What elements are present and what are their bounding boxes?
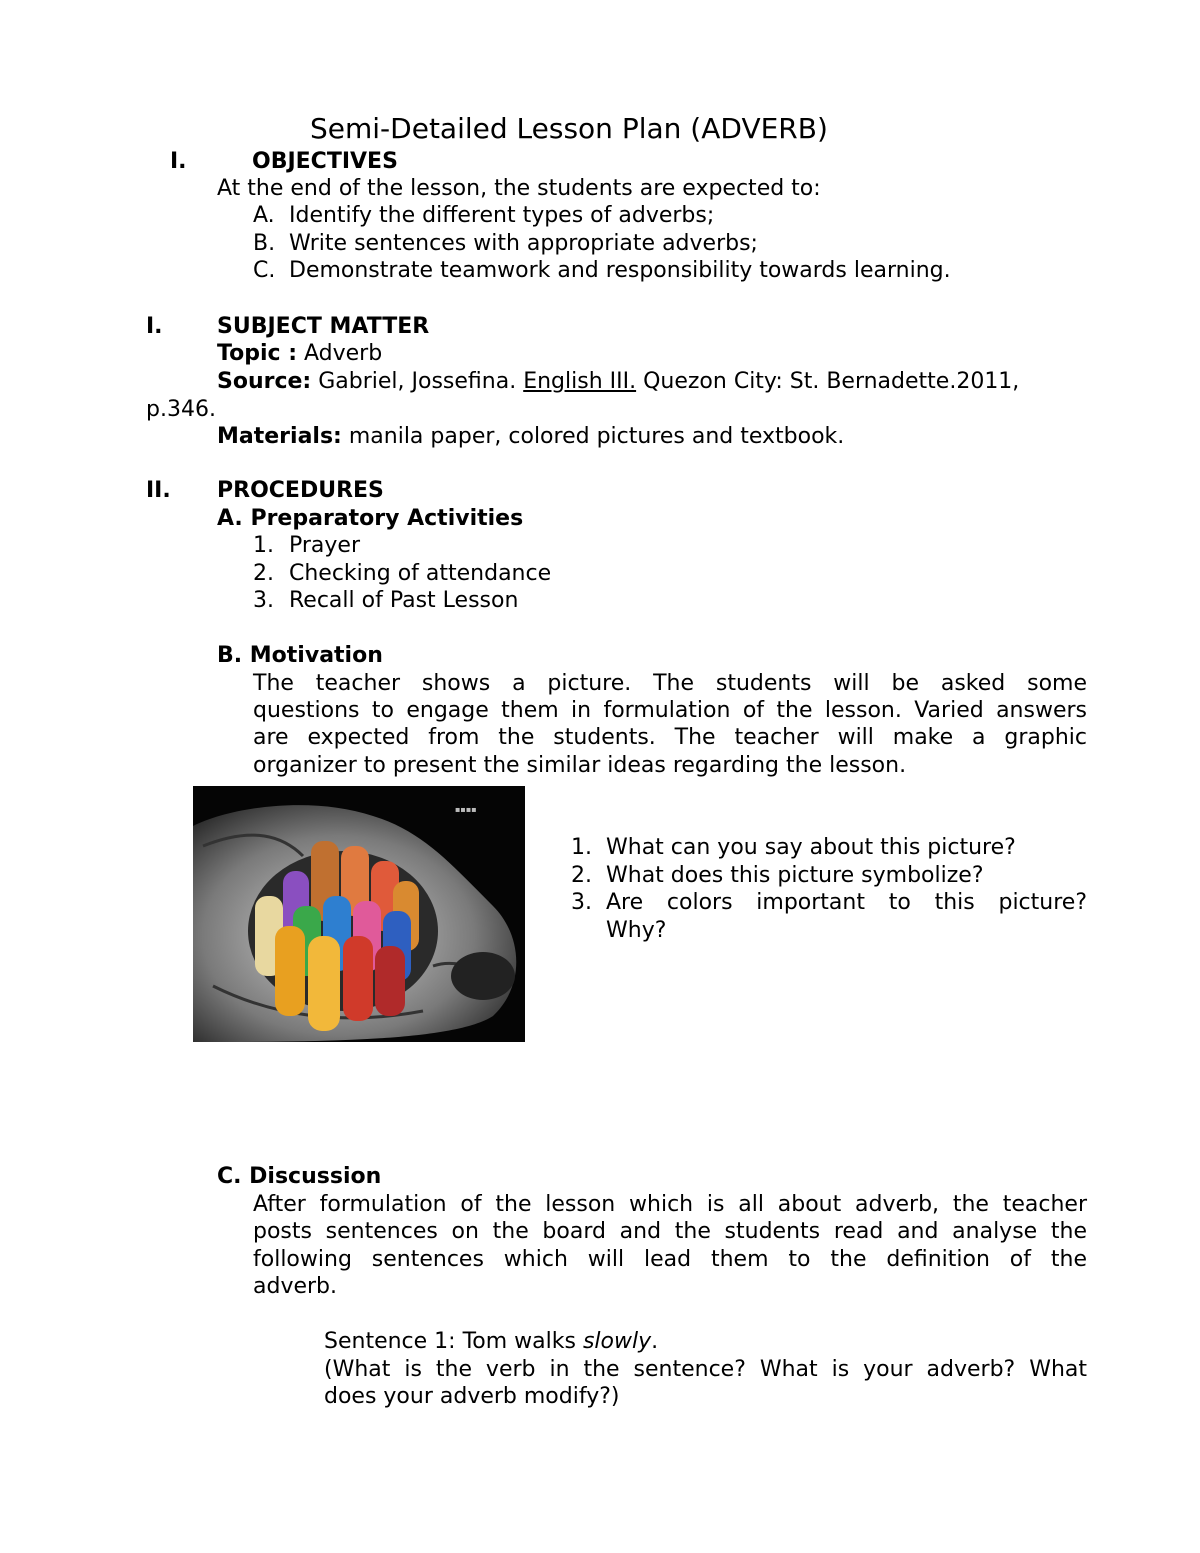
motivation-line: are expected from the students. The teacher will make a graphic [253, 725, 1087, 750]
materials-value: manila paper, colored pictures and textbook. [341, 424, 845, 449]
preparatory-item: Prayer [289, 533, 361, 558]
subheading-preparatory: A. Preparatory Activities [217, 506, 524, 531]
discussion-line: After formulation of the lesson which is all about adverb, the teacher [253, 1192, 1087, 1217]
svg-text:▪▪▪▪: ▪▪▪▪ [455, 805, 477, 814]
source-label: Source: [217, 369, 312, 394]
list-marker: 3. [253, 588, 274, 613]
motivation-question: Are colors important to this picture? [606, 890, 1087, 915]
section-numeral: I. [170, 149, 187, 174]
list-marker: 1. [253, 533, 274, 558]
section-heading-subject-matter: SUBJECT MATTER [217, 314, 430, 339]
example-sentence [324, 1328, 658, 1356]
motivation-line: The teacher shows a picture. The students will be asked some [253, 671, 1087, 696]
list-marker: C. [253, 258, 276, 283]
preparatory-item: Recall of Past Lesson [289, 588, 519, 613]
discussion-line: posts sentences on the board and the students read and analyse the [253, 1219, 1087, 1244]
sentence-text: Sentence 1: Tom walks [324, 1329, 583, 1354]
list-marker: 3. [571, 890, 592, 915]
source-book-title: English III. [523, 369, 637, 394]
list-marker: B. [253, 231, 276, 256]
sentence-period: . [651, 1329, 659, 1354]
topic-label: Topic : [217, 341, 297, 366]
objectives-intro: At the end of the lesson, the students are expected to: [217, 176, 821, 201]
source-author: Gabriel, Jossefina. [311, 369, 524, 394]
section-numeral: I. [146, 314, 163, 339]
objective-item: Write sentences with appropriate adverbs; [289, 231, 758, 256]
preparatory-item: Checking of attendance [289, 561, 552, 586]
objective-item: Identify the different types of adverbs; [289, 203, 715, 228]
list-marker: 1. [571, 835, 592, 860]
topic-line [217, 340, 382, 368]
motivation-question-continued: Why? [606, 918, 667, 943]
objective-item: Demonstrate teamwork and responsibility towards learning. [289, 258, 951, 283]
subheading-discussion: C. Discussion [217, 1164, 382, 1189]
topic-value: Adverb [297, 341, 383, 366]
sentence-adverb: slowly [582, 1329, 652, 1354]
source-publisher: Quezon City: St. Bernadette.2011, [636, 369, 1020, 394]
discussion-line: following sentences which will lead them to the definition of the [253, 1247, 1087, 1272]
list-marker: 2. [253, 561, 274, 586]
motivation-line: questions to engage them in formulation of the lesson. Varied answers [253, 698, 1087, 723]
sentence-question-line: (What is the verb in the sentence? What is your adverb? What [324, 1357, 1087, 1382]
materials-label: Materials: [217, 424, 342, 449]
motivation-question: What can you say about this picture? [606, 835, 1016, 860]
motivation-question: What does this picture symbolize? [606, 863, 984, 888]
section-numeral: II. [146, 478, 171, 503]
subheading-motivation: B. Motivation [217, 643, 383, 668]
list-marker: A. [253, 203, 275, 228]
motivation-line: organizer to present the similar ideas regarding the lesson. [253, 753, 907, 778]
materials-line [217, 423, 844, 451]
page-title: Semi-Detailed Lesson Plan (ADVERB) [310, 112, 828, 145]
source-page: p.346. [146, 397, 216, 422]
list-marker: 2. [571, 863, 592, 888]
source-line [217, 368, 1019, 396]
sentence-question-line: does your adverb modify?) [324, 1384, 620, 1409]
section-heading-procedures: PROCEDURES [217, 478, 384, 503]
discussion-line: adverb. [253, 1274, 338, 1299]
section-heading-objectives: OBJECTIVES [252, 149, 398, 174]
crayons-in-hands-image [193, 786, 525, 1042]
